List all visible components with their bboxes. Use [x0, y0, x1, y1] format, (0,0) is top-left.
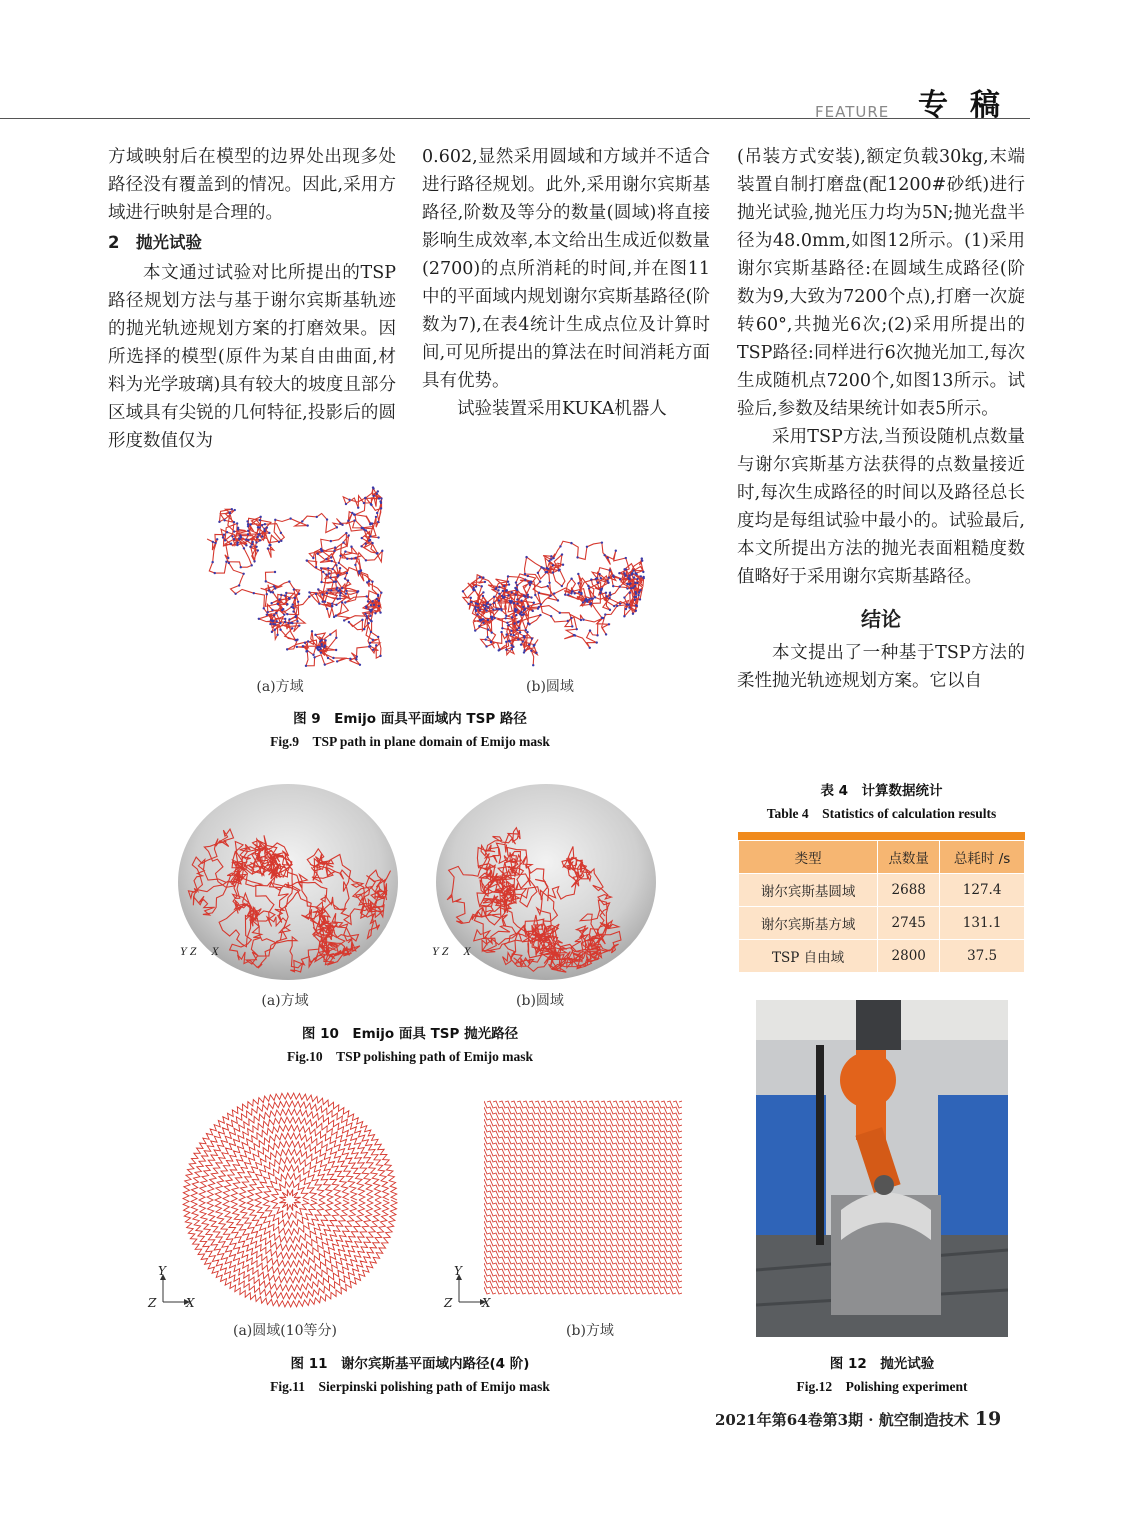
table-cell: TSP 自由域 — [739, 940, 878, 973]
fig9-square-tsp-image — [165, 472, 390, 672]
table-cell: 127.4 — [940, 874, 1025, 907]
col3-paragraph-3: 本文提出了一种基于TSP方法的柔性抛光轨迹规划方案。它以自 — [737, 643, 1025, 691]
fig9-circle-tsp-image — [440, 472, 655, 672]
fig11-caption-en: Fig.11 Sierpinski polishing path of Emijo mask — [270, 1379, 550, 1394]
table4-caption-cn: 表 4 计算数据统计 — [820, 783, 943, 799]
fig9-caption-cn: 图 9 Emijo 面具平面域内 TSP 路径 — [293, 711, 527, 727]
fig11b-axis-y: Y — [454, 1264, 462, 1278]
table-row — [739, 907, 1025, 940]
fig11a-axis-icon — [148, 1266, 198, 1310]
column-1 — [108, 143, 396, 455]
table4-top-rule — [738, 832, 1025, 840]
fig11a-axis-y: Y — [158, 1264, 166, 1278]
column-2 — [422, 143, 710, 423]
table-row — [739, 940, 1025, 973]
fig12-caption-cn: 图 12 抛光试验 — [829, 1356, 935, 1372]
table-cell: 谢尔宾斯基方域 — [739, 907, 878, 940]
fig11a-axis-z: Z — [148, 1296, 157, 1310]
fig11b-axis-icon — [444, 1266, 494, 1310]
table4-header-row — [739, 841, 1025, 874]
fig10-subcaption-a: (a)方域 — [261, 993, 309, 1009]
table-cell: 谢尔宾斯基圆域 — [739, 874, 878, 907]
footer-journal: 2021年第64卷第3期 · 航空制造技术 — [715, 1411, 969, 1429]
col1-paragraph-2: 本文通过试验对比所提出的TSP路径规划方法与基于谢尔宾斯基轨迹的抛光轨迹规划方案的打磨效果。因所选择的模型(原件为某自由曲面,材料为光学玻璃)具有较大的坡度且部分区域具有尖锐的几何特征,投影后的圆形度数值仅为 — [108, 263, 396, 451]
fig10a-axis-z: Z — [189, 944, 197, 958]
header-rule — [0, 118, 1030, 119]
fig9-subcaption-b: (b)圆域 — [526, 679, 574, 695]
fig11a-axis-x: X — [186, 1296, 195, 1310]
fig9-subcaption-a: (a)方域 — [256, 679, 304, 695]
col2-paragraph-2: 试验装置采用KUKA机器人 — [457, 399, 667, 419]
col2-paragraph-1: 0.602,显然采用圆域和方域并不适合进行路径规划。此外,采用谢尔宾斯基路径,阶数及等分的数量(圆域)将直接影响生成效率,本文给出生成近似数量(2700)的点所消耗的时间,并在图11中的平面域内规划谢尔宾斯基路径(阶数为7),在表4统计生成点位及计算时间,可见所提出的算法在时间消耗方面具有优势。 — [422, 147, 710, 391]
fig9-caption-en: Fig.9 TSP path in plane domain of Emijo mask — [270, 734, 550, 749]
fig10-subcaption-b: (b)圆域 — [516, 993, 564, 1009]
fig11-subcaption-a: (a)圆域(10等分) — [232, 1323, 337, 1339]
table4 — [738, 840, 1025, 973]
fig12-robot-photo — [756, 1000, 1008, 1337]
col3-paragraph-1: (吊装方式安装),额定负载30kg,末端装置自制打磨盘(配1200#砂纸)进行抛光试验,抛光压力均为5N;抛光盘半径为48.0mm,如图12所示。(1)采用谢尔宾斯基路径:在圆域生成路径(阶数为9,大致为7200个点),打磨一次旋转60°,共抛光6次;(2)采用所提出的TSP路径:同样进行6次抛光加工,每次生成随机点7200个,如图13所示。试验后,参数及结果统计如表5所示。 — [737, 147, 1025, 419]
header-feature-label: FEATURE — [815, 103, 890, 121]
page-number: 19 — [974, 1408, 1002, 1430]
section-heading-2: 2 抛光试验 — [108, 233, 202, 252]
table4-header-cell: 类型 — [739, 841, 878, 874]
header-column-title: 专稿 — [918, 88, 1022, 123]
fig10-caption-cn: 图 10 Emijo 面具 TSP 抛光路径 — [301, 1026, 519, 1042]
table-cell: 2688 — [878, 874, 940, 907]
fig11-subcaption-b: (b)方域 — [566, 1323, 614, 1339]
conclusion-heading: 结论 — [861, 607, 901, 631]
fig11b-axis-z: Z — [444, 1296, 453, 1310]
table-cell: 2800 — [878, 940, 940, 973]
table4-header-cell: 点数量 — [878, 841, 940, 874]
page-footer — [715, 1408, 1001, 1430]
fig11-circle-sierpinski-image — [180, 1090, 400, 1310]
fig10b-axis-y: Y — [432, 944, 439, 958]
fig10-caption-en: Fig.10 TSP polishing path of Emijo mask — [286, 1049, 534, 1064]
col1-paragraph-1: 方域映射后在模型的边界处出现多处路径没有覆盖到的情况。因此,采用方域进行映射是合理的。 — [108, 147, 396, 223]
fig11b-axis-x: X — [482, 1296, 491, 1310]
fig10a-axis-icon — [180, 944, 219, 959]
fig10a-axis-y: Y — [180, 944, 187, 958]
table4-header-cell: 总耗时 /s — [940, 841, 1025, 874]
fig10b-axis-x: X — [463, 944, 471, 958]
table-cell: 131.1 — [940, 907, 1025, 940]
table-cell: 37.5 — [940, 940, 1025, 973]
table-row — [739, 874, 1025, 907]
table4-caption-en: Table 4 Statistics of calculation results — [766, 806, 997, 821]
column-3 — [737, 143, 1025, 695]
fig10b-axis-icon — [432, 944, 471, 959]
table-cell: 2745 — [878, 907, 940, 940]
col3-paragraph-2: 采用TSP方法,当预设随机点数量与谢尔宾斯基方法获得的点数量接近时,每次生成路径的时间以及路径总长度均是每组试验中最小的。试验最后,本文所提出方法的抛光表面粗糙度数值略好于采用谢尔宾斯基路径。 — [737, 427, 1025, 587]
fig11-square-sierpinski-image — [484, 1097, 682, 1295]
fig10b-axis-z: Z — [441, 944, 449, 958]
fig12-caption-en: Fig.12 Polishing experiment — [796, 1379, 968, 1394]
fig11-caption-cn: 图 11 谢尔宾斯基平面域内路径(4 阶) — [290, 1356, 530, 1372]
fig10a-axis-x: X — [211, 944, 219, 958]
